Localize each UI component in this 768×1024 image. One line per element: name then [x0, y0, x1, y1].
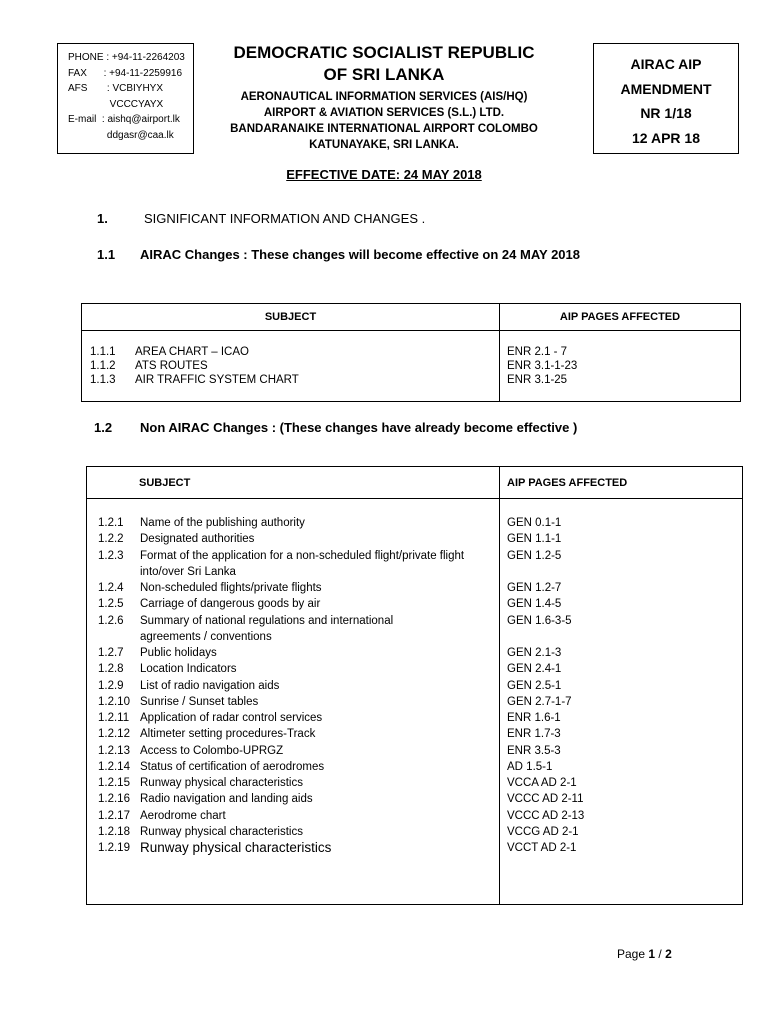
page-ref: ENR 1.6-1: [507, 712, 561, 724]
effective-date: EFFECTIVE DATE: 24 MAY 2018: [286, 167, 482, 182]
header-title-line-1: DEMOCRATIC SOCIALIST REPUBLIC: [233, 43, 535, 62]
table-row: 1.2.13 Access to Colombo-UPRGZ: [98, 744, 284, 757]
page-total: 2: [665, 947, 672, 961]
table-row: 1.2.3 Format of the application for a non-scheduled flight/private flight into/over Sri Lanka: [98, 549, 465, 578]
section-number: 1.: [97, 211, 108, 226]
table-row: 1.2.14 Status of certification of aerodromes: [98, 760, 325, 773]
page-ref: ENR 1.7-3: [507, 728, 561, 741]
table-row: 1.2.2 Designated authorities: [98, 533, 255, 546]
table-row: 1.2.11 Application of radar control services: [98, 712, 323, 724]
page-separator: /: [655, 947, 666, 961]
table-row: 1.1.2 ATS ROUTES: [90, 360, 208, 372]
header-sub-3: BANDARANAIKE INTERNATIONAL AIRPORT COLOMBO: [230, 123, 538, 135]
subject-column-header: SUBJECT: [82, 304, 500, 331]
page-ref: ENR 3.1-1-23: [507, 360, 578, 372]
airac-changes-table: [81, 303, 741, 402]
amendment-box: [593, 43, 739, 154]
pages-column-header: AIP PAGES AFFECTED: [500, 304, 741, 331]
page-ref: VCCT AD 2-1: [507, 842, 577, 854]
subject-cell: [87, 499, 500, 905]
page-ref: VCCG AD 2-1: [507, 825, 579, 838]
pages-cell: [500, 331, 741, 402]
pages-column-header: AIP PAGES AFFECTED: [500, 467, 743, 499]
section-title: Non AIRAC Changes : (These changes have already become effective ): [140, 420, 578, 435]
page-ref: ENR 2.1 - 7: [507, 346, 568, 358]
page-number: [617, 947, 672, 961]
header-title-line-2: OF SRI LANKA: [323, 65, 445, 84]
table-row: 1.2.16 Radio navigation and landing aids: [98, 793, 313, 806]
table-row: 1.2.19 Runway physical characteristics: [98, 840, 332, 855]
amendment-date: 12 APR 18: [632, 129, 700, 146]
table-row: 1.2.9 List of radio navigation aids: [98, 679, 280, 692]
page-ref: GEN 2.7-1-7: [507, 695, 572, 708]
table-row: 1.2.17 Aerodrome chart: [98, 809, 226, 822]
table-row: 1.2.8 Location Indicators: [98, 663, 237, 676]
page-ref: VCCA AD 2-1: [507, 777, 577, 789]
header-sub-1: AERONAUTICAL INFORMATION SERVICES (AIS/HQ): [240, 91, 528, 103]
page-label: Page: [617, 947, 649, 961]
table-row: 1.2.12 Altimeter setting procedures-Track: [98, 728, 316, 741]
contact-phone: PHONE : +94-11-2264203: [68, 52, 185, 63]
page-ref: GEN 1.1-1: [507, 533, 562, 546]
page-ref: GEN 2.1-3: [507, 647, 562, 659]
page-ref: AD 1.5-1: [507, 760, 553, 773]
page-ref: GEN 1.2-5: [507, 549, 562, 562]
page-ref: GEN 1.6-3-5: [507, 614, 572, 627]
table-row: 1.1.3 AIR TRAFFIC SYSTEM CHART: [90, 374, 299, 386]
table-row: 1.2.5 Carriage of dangerous goods by air: [98, 598, 321, 611]
table-row: 1.2.10 Sunrise / Sunset tables: [98, 695, 259, 708]
contact-afs: AFS : VCBIYHYX: [68, 83, 164, 94]
page-ref: VCCC AD 2-13: [507, 809, 585, 822]
subject-cell: [82, 331, 500, 402]
contact-afs-2: VCCCYAYX: [68, 98, 164, 110]
header-sub-4: KATUNAYAKE, SRI LANKA.: [309, 139, 459, 151]
page-current: 1: [648, 947, 656, 961]
page-ref: GEN 2.5-1: [507, 679, 562, 692]
contact-email: E-mail : aishq@airport.lk: [68, 114, 180, 125]
page-ref: GEN 0.1-1: [507, 517, 562, 529]
table-row: 1.2.4 Non-scheduled flights/private flights: [98, 582, 322, 594]
page-ref: ENR 3.5-3: [507, 744, 561, 757]
amendment-line-2: AMENDMENT: [620, 80, 712, 97]
section-1-heading: [97, 211, 425, 226]
contact-box: [57, 43, 194, 154]
section-number: 1.1: [97, 247, 116, 262]
table-row: 1.1.1 AREA CHART – ICAO: [90, 346, 249, 358]
page-ref: GEN 1.2-7: [507, 582, 562, 594]
page-ref: GEN 1.4-5: [507, 598, 562, 611]
page-ref: GEN 2.4-1: [507, 663, 562, 676]
non-airac-changes-table: [86, 466, 743, 905]
section-title: AIRAC Changes : These changes will become effective on 24 MAY 2018: [140, 247, 580, 262]
table-row: 1.2.15 Runway physical characteristics: [98, 777, 303, 789]
page-ref: ENR 3.1-25: [507, 374, 568, 386]
table-row: 1.2.1 Name of the publishing authority: [98, 517, 305, 529]
header-sub-2: AIRPORT & AVIATION SERVICES (S.L.) LTD.: [263, 107, 505, 119]
document-header: [200, 42, 568, 153]
pages-cell: [500, 499, 743, 905]
contact-email-2: ddgasr@caa.lk: [68, 129, 174, 141]
page-ref: VCCC AD 2-11: [507, 793, 584, 806]
section-number: 1.2: [94, 420, 113, 435]
contact-fax: FAX : +94-11-2259916: [68, 67, 183, 79]
section-title: SIGNIFICANT INFORMATION AND CHANGES .: [144, 211, 426, 226]
table-row: 1.2.18 Runway physical characteristics: [98, 825, 303, 838]
section-1-2-heading: [94, 420, 577, 435]
section-1-1-heading: [97, 247, 580, 262]
table-row: 1.2.6 Summary of national regulations and international agreements / conventions: [98, 614, 394, 643]
table-row: 1.2.7 Public holidays: [98, 647, 217, 659]
amendment-number: NR 1/18: [640, 105, 692, 121]
amendment-line-1: AIRAC AIP: [630, 56, 702, 72]
subject-column-header: SUBJECT: [87, 467, 500, 499]
